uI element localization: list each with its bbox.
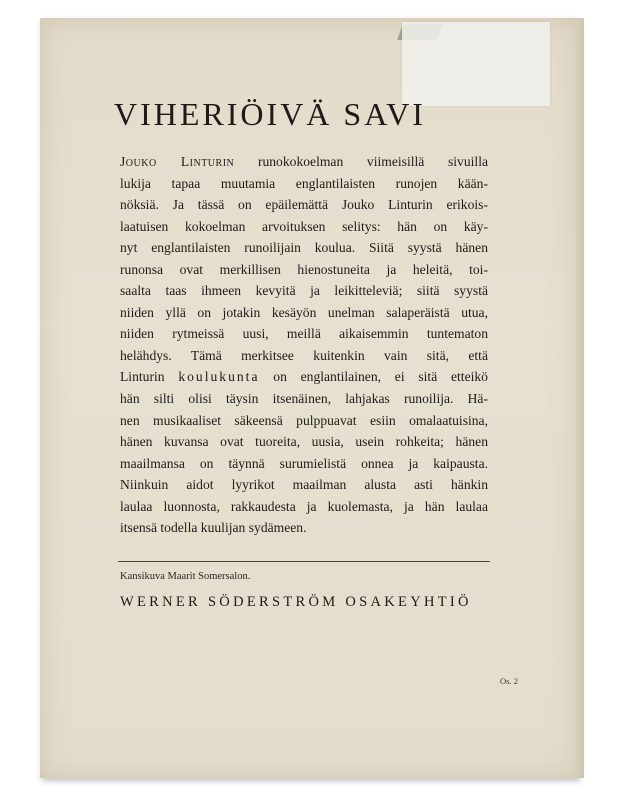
- blurb-line: niiden rytmeissä uusi, meillä aikaisemmin tuntematon: [120, 326, 488, 342]
- blurb-line: nyt englantilaisten runoilijain koulua. Siitä syystä hänen: [120, 240, 488, 256]
- publisher-name: WERNER SÖDERSTRÖM OSAKEYHTIÖ: [120, 594, 472, 610]
- blurb-line: nen musikaaliset säkeensä pulppuavat esiin omalaatuisina,: [120, 412, 488, 428]
- blurb-line: nöksiä. Ja tässä on epäilemättä Jouko Linturin erikois-: [120, 197, 488, 213]
- blurb-line: lukija tapaa muutamia englantilaisten runojen kään-: [120, 175, 488, 191]
- blurb-line: hänen kuvansa ovat tuoreita, uusia, usein rohkeita; hänen: [120, 434, 488, 450]
- blurb-school: koulukunta: [178, 369, 260, 385]
- blurb-line: runonsa ovat merkillisen hienostuneita ja heleitä, toi-: [120, 261, 488, 277]
- cover-credit: Kansikuva Maarit Somersalon.: [120, 571, 251, 582]
- tape-patch: [402, 22, 550, 106]
- cover-edge: [576, 18, 584, 778]
- blurb-line: Jouko Linturin runokokoelman viimeisillä sivuilla: [120, 154, 489, 169]
- blurb-line: Niinkuin aidot lyyrikot maailman alusta asti hänkin: [120, 477, 488, 493]
- catalog-code: Os. 2: [500, 676, 518, 686]
- blurb-line: helähdys. Tämä merkitsee kuitenkin vain sitä, että: [120, 347, 488, 363]
- blurb-line: itsensä todella kuulijan sydämeen.: [120, 520, 307, 536]
- blurb-line: maailmansa on täynnä surumielistä onnea ja kaipausta.: [120, 455, 488, 471]
- blurb-line: saalta taas ihmeen kevyitä ja leikitteleviä; siitä syystä: [120, 283, 488, 299]
- blurb-line: laatuisen kokoelman arvoituksen selitys: hän on käy-: [120, 218, 488, 234]
- blurb-line: Linturin koulukunta on englantilainen, ei sitä etteikö: [120, 369, 488, 385]
- blurb-line: hän silti olisi täysin itsenäinen, lahjakas runoilija. Hä-: [120, 391, 488, 407]
- blurb-line: niiden yllä on jotakin kesäyön unelman salaperäistä utua,: [120, 304, 488, 320]
- book-title: VIHERIÖIVÄ SAVI: [114, 96, 426, 132]
- blurb-line: laulaa luonnosta, rakkaudesta ja kuolemasta, ja hän laulaa: [120, 498, 488, 514]
- blurb-author: Jouko Linturin: [120, 154, 235, 169]
- blurb-text: [120, 151, 488, 539]
- divider-rule: [118, 561, 490, 562]
